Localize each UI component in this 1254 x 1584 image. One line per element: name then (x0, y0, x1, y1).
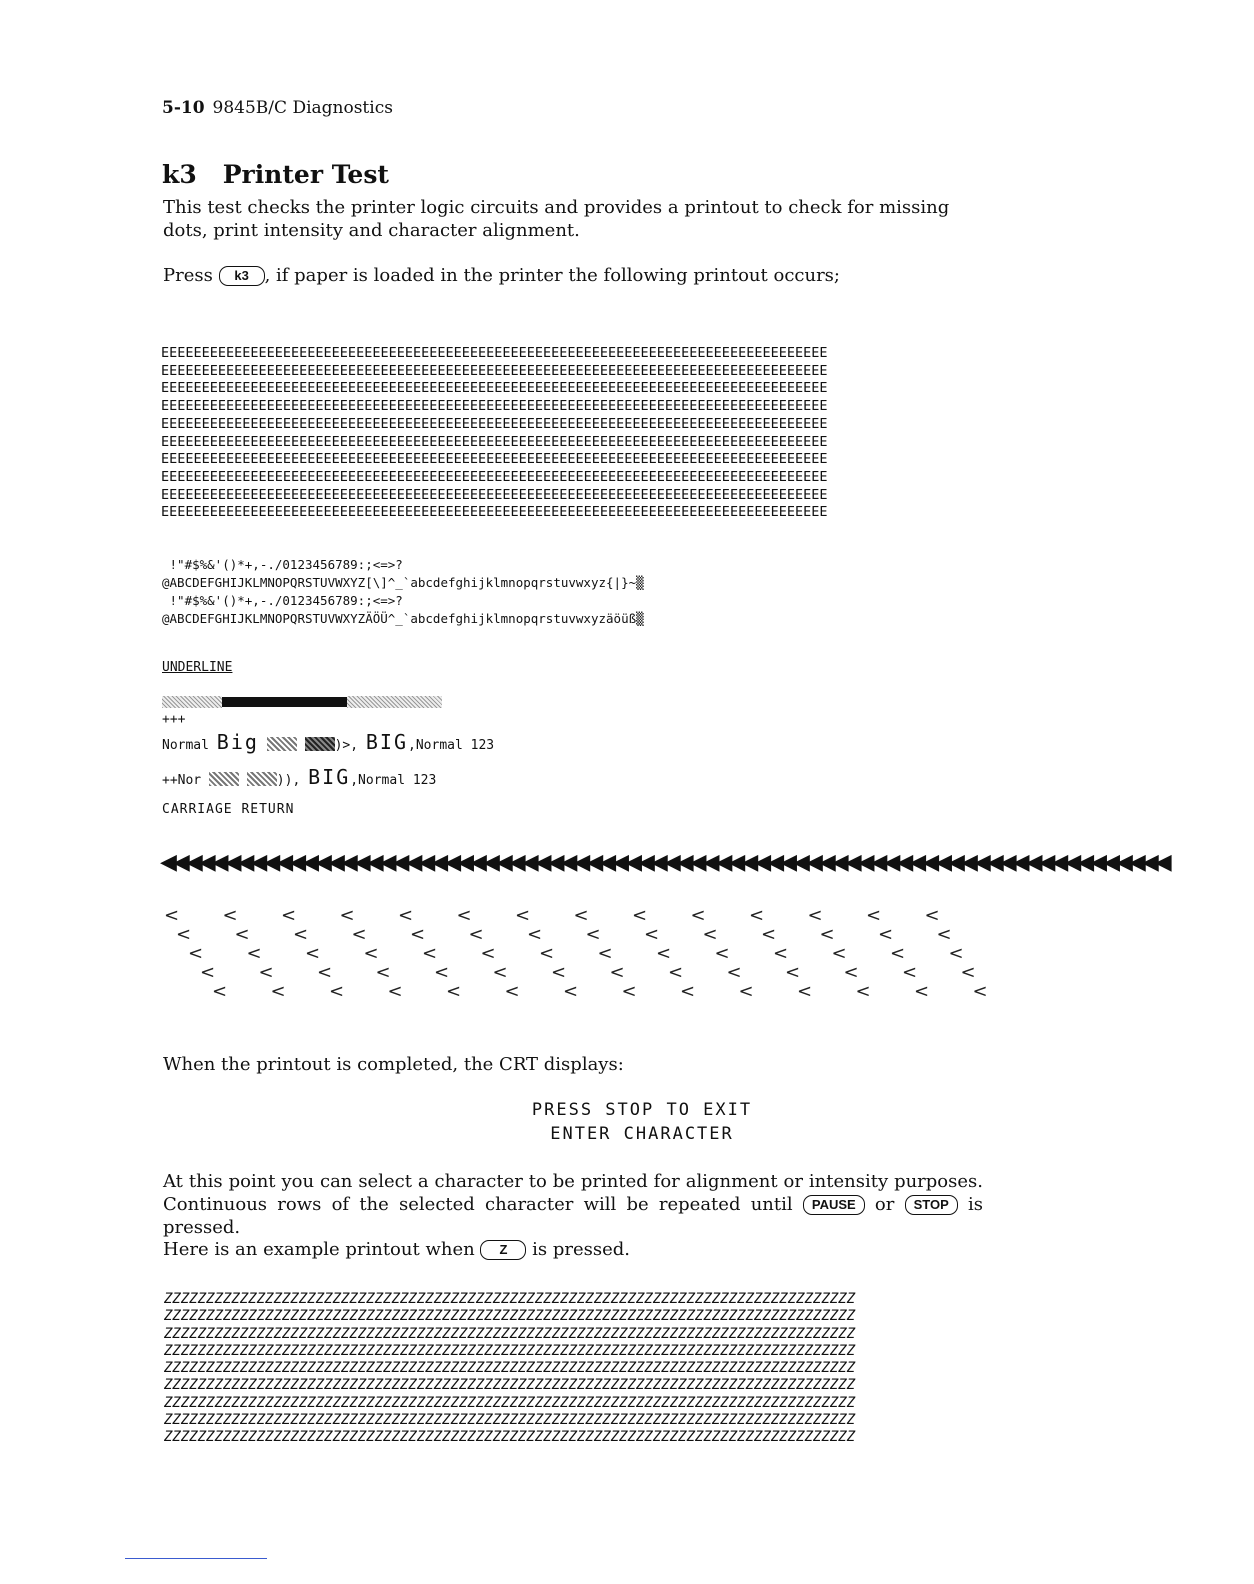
big-text: Big (216, 730, 259, 754)
e-row: EEEEEEEEEEEEEEEEEEEEEEEEEEEEEEEEEEEEEEEEEEEEEEEEEEEEEEEEEEEEEEEEEEEEEEEEEEEEEEEEEE (161, 415, 828, 432)
shaded-block (209, 772, 239, 786)
chevron-glyph: < (234, 924, 250, 945)
chevron-glyph: < (164, 905, 180, 926)
chevron-glyph: < (878, 924, 894, 945)
z-row: ZZZZZZZZZZZZZZZZZZZZZZZZZZZZZZZZZZZZZZZZZZZZZZZZZZZZZZZZZZZZZZZZZZZZZZZZZZZZZZZZZZ (164, 1429, 856, 1446)
chevron-glyph: < (819, 924, 835, 945)
page-header (162, 98, 393, 118)
chevron-pattern (160, 905, 990, 1005)
chevron-glyph: < (597, 943, 613, 964)
e-character-printout (161, 345, 981, 522)
e-row: EEEEEEEEEEEEEEEEEEEEEEEEEEEEEEEEEEEEEEEEEEEEEEEEEEEEEEEEEEEEEEEEEEEEEEEEEEEEEEEEEE (161, 433, 828, 450)
chevron-glyph: < (644, 924, 660, 945)
or-text: or (864, 1194, 905, 1215)
chevron-glyph: < (573, 905, 589, 926)
press-after-text: , if paper is loaded in the printer the following printout occurs; (264, 265, 840, 286)
dark-bar-segment (222, 697, 347, 707)
z-row: ZZZZZZZZZZZZZZZZZZZZZZZZZZZZZZZZZZZZZZZZZZZZZZZZZZZZZZZZZZZZZZZZZZZZZZZZZZZZZZZZZZ (164, 1394, 856, 1411)
z-row: ZZZZZZZZZZZZZZZZZZZZZZZZZZZZZZZZZZZZZZZZZZZZZZZZZZZZZZZZZZZZZZZZZZZZZZZZZZZZZZZZZZ (164, 1377, 856, 1394)
e-row: EEEEEEEEEEEEEEEEEEEEEEEEEEEEEEEEEEEEEEEEEEEEEEEEEEEEEEEEEEEEEEEEEEEEEEEEEEEEEEEEEE (161, 451, 828, 468)
chevron-glyph: < (258, 962, 274, 983)
press-text: Press (163, 265, 213, 286)
chevron-glyph: < (317, 962, 333, 983)
z-row: ZZZZZZZZZZZZZZZZZZZZZZZZZZZZZZZZZZZZZZZZZZZZZZZZZZZZZZZZZZZZZZZZZZZZZZZZZZZZZZZZZZ (164, 1342, 856, 1359)
footnote-rule (125, 1558, 267, 1559)
section-heading: Printer Test (222, 160, 389, 189)
section-title (162, 160, 389, 189)
big-caps-text: BIG (308, 765, 351, 789)
chevron-glyph: < (456, 905, 472, 926)
chevron-glyph: < (480, 943, 496, 964)
chevron-glyph: < (866, 905, 882, 926)
example-text: Here is an example printout when (163, 1239, 481, 1260)
chevron-glyph: < (807, 905, 823, 926)
bracket-text: )), (276, 773, 309, 788)
shaded-block (247, 772, 277, 786)
e-row: EEEEEEEEEEEEEEEEEEEEEEEEEEEEEEEEEEEEEEEEEEEEEEEEEEEEEEEEEEEEEEEEEEEEEEEEEEEEEEEEEE (161, 380, 828, 397)
chevron-glyph: < (527, 924, 543, 945)
underline-sample: UNDERLINE (162, 660, 233, 675)
chevron-glyph: < (551, 962, 567, 983)
chevron-glyph: < (773, 943, 789, 964)
crt-line-1: PRESS STOP TO EXIT (531, 1100, 753, 1120)
chevron-glyph: < (515, 905, 531, 926)
pressed-text: is pressed. (163, 1194, 983, 1238)
chevron-glyph: < (902, 962, 918, 983)
chevron-glyph: < (690, 905, 706, 926)
font-size-sample-row (162, 730, 494, 754)
chevron-glyph: < (563, 981, 579, 1002)
chevron-glyph: < (434, 962, 450, 983)
chevron-glyph: < (972, 981, 988, 1002)
chevron-glyph: < (539, 943, 555, 964)
z-row: ZZZZZZZZZZZZZZZZZZZZZZZZZZZZZZZZZZZZZZZZZZZZZZZZZZZZZZZZZZZZZZZZZZZZZZZZZZZZZZZZZZ (164, 1325, 856, 1342)
chevron-glyph: < (410, 924, 426, 945)
charset-row: @ABCDEFGHIJKLMNOPQRSTUVWXYZ[\]^_`abcdefghijklmnopqrstuvwxyz{|}~▒ (162, 575, 644, 590)
light-bar-segment (347, 696, 442, 708)
chevron-glyph: < (890, 943, 906, 964)
e-row: EEEEEEEEEEEEEEEEEEEEEEEEEEEEEEEEEEEEEEEEEEEEEEEEEEEEEEEEEEEEEEEEEEEEEEEEEEEEEEEEEE (161, 468, 828, 485)
chevron-glyph: < (329, 981, 345, 1002)
carriage-return-label: CARRIAGE RETURN (162, 802, 295, 817)
chevron-glyph: < (936, 924, 952, 945)
chevron-glyph: < (714, 943, 730, 964)
intro-paragraph: This test checks the printer logic circuits and provides a printout to check for missing dots, print intensity and character alignment. (163, 197, 950, 241)
z-row: ZZZZZZZZZZZZZZZZZZZZZZZZZZZZZZZZZZZZZZZZZZZZZZZZZZZZZZZZZZZZZZZZZZZZZZZZZZZZZZZZZZ (164, 1360, 856, 1377)
overstrike-sample-row (162, 765, 436, 789)
chevron-glyph: < (680, 981, 696, 1002)
z-row: ZZZZZZZZZZZZZZZZZZZZZZZZZZZZZZZZZZZZZZZZZZZZZZZZZZZZZZZZZZZZZZZZZZZZZZZZZZZZZZZZZZ (164, 1308, 856, 1325)
arrow-band: ◀◀◀◀◀◀◀◀◀◀◀◀◀◀◀◀◀◀◀◀◀◀◀◀◀◀◀◀◀◀◀◀◀◀◀◀◀◀◀◀◀◀◀◀◀◀◀◀◀◀◀◀◀◀◀◀◀◀◀◀◀◀◀◀◀◀◀◀◀◀◀◀◀◀◀◀◀◀ (160, 850, 1168, 875)
chevron-glyph: < (212, 981, 228, 1002)
chevron-glyph: < (492, 962, 508, 983)
press-instruction (163, 264, 983, 287)
z-character-printout (164, 1291, 988, 1447)
z-row: ZZZZZZZZZZZZZZZZZZZZZZZZZZZZZZZZZZZZZZZZZZZZZZZZZZZZZZZZZZZZZZZZZZZZZZZZZZZZZZZZZZ (164, 1412, 856, 1429)
crt-intro: When the printout is completed, the CRT displays: (163, 1054, 624, 1075)
z-row: ZZZZZZZZZZZZZZZZZZZZZZZZZZZZZZZZZZZZZZZZZZZZZZZZZZZZZZZZZZZZZZZZZZZZZZZZZZZZZZZZZZ (164, 1291, 856, 1307)
character-set-printout (162, 556, 644, 628)
chevron-glyph: < (363, 943, 379, 964)
page-number: 5-10 (162, 98, 205, 118)
chevron-glyph: < (398, 905, 414, 926)
chevron-glyph: < (222, 905, 238, 926)
chevron-glyph: < (948, 943, 964, 964)
chevron-glyph: < (446, 981, 462, 1002)
big-caps-text: BIG (365, 730, 409, 754)
chevron-glyph: < (188, 943, 204, 964)
chevron-glyph: < (387, 981, 403, 1002)
charset-row: !"#$%&'()*+,-./0123456789:;<=>? (162, 593, 403, 608)
chevron-glyph: < (831, 943, 847, 964)
alignment-paragraph (163, 1170, 983, 1239)
example-after-text: is pressed. (526, 1239, 631, 1260)
chevron-glyph: < (468, 924, 484, 945)
chevron-glyph: < (855, 981, 871, 1002)
chevron-glyph: < (726, 962, 742, 983)
chevron-glyph: < (609, 962, 625, 983)
charset-row: !"#$%&'()*+,-./0123456789:;<=>? (162, 557, 403, 572)
chevron-glyph: < (797, 981, 813, 1002)
chevron-glyph: < (668, 962, 684, 983)
chevron-glyph: < (305, 943, 321, 964)
chevron-glyph: < (914, 981, 930, 1002)
chevron-glyph: < (843, 962, 859, 983)
chevron-glyph: < (702, 924, 718, 945)
shaded-block (305, 737, 335, 751)
k3-key: k3 (219, 266, 265, 286)
light-bar-segment (162, 696, 222, 708)
chevron-glyph: < (749, 905, 765, 926)
normal-suffix: ,Normal 123 (408, 738, 495, 753)
charset-row: @ABCDEFGHIJKLMNOPQRSTUVWXYZÄÖÜ^_`abcdefghijklmnopqrstuvwxyzäöüß▒ (162, 611, 644, 626)
normal-suffix: ,Normal 123 (350, 773, 437, 788)
intensity-bar-sample (162, 696, 442, 708)
chevron-glyph: < (621, 981, 637, 1002)
chevron-glyph: < (585, 924, 601, 945)
chevron-glyph: < (270, 981, 286, 1002)
chevron-glyph: < (656, 943, 672, 964)
nor-text: ++Nor (162, 773, 209, 788)
chevron-glyph: < (422, 943, 438, 964)
e-row: EEEEEEEEEEEEEEEEEEEEEEEEEEEEEEEEEEEEEEEEEEEEEEEEEEEEEEEEEEEEEEEEEEEEEEEEEEEEEEEEEE (161, 362, 828, 379)
chevron-glyph: < (785, 962, 801, 983)
shaded-block (267, 737, 297, 751)
e-row: EEEEEEEEEEEEEEEEEEEEEEEEEEEEEEEEEEEEEEEEEEEEEEEEEEEEEEEEEEEEEEEEEEEEEEEEEEEEEEEEEE (161, 504, 828, 521)
section-code: k3 (162, 160, 197, 189)
chevron-glyph: < (200, 962, 216, 983)
chevron-glyph: < (351, 924, 367, 945)
chevron-glyph: < (246, 943, 262, 964)
chevron-glyph: < (281, 905, 297, 926)
chevron-glyph: < (960, 962, 976, 983)
normal-text: Normal (162, 738, 217, 753)
chevron-glyph: < (375, 962, 391, 983)
e-row: EEEEEEEEEEEEEEEEEEEEEEEEEEEEEEEEEEEEEEEEEEEEEEEEEEEEEEEEEEEEEEEEEEEEEEEEEEEEEEEEEE (161, 345, 828, 361)
chevron-glyph: < (339, 905, 355, 926)
z-key: Z (480, 1240, 526, 1260)
pause-key: PAUSE (803, 1195, 865, 1215)
chevron-glyph: < (504, 981, 520, 1002)
manual-title: 9845B/C Diagnostics (212, 98, 393, 118)
example-instruction (163, 1238, 983, 1261)
plus-row: +++ (162, 712, 186, 727)
crt-line-2: ENTER CHARACTER (550, 1124, 734, 1144)
stop-key: STOP (905, 1195, 958, 1215)
chevron-glyph: < (632, 905, 648, 926)
bracket-text: )>, (334, 738, 366, 753)
chevron-glyph: < (738, 981, 754, 1002)
chevron-glyph: < (924, 905, 940, 926)
chevron-glyph: < (761, 924, 777, 945)
alignment-text: At this point you can select a character to be printed for alignment or intensity purposes. Continuous rows of the selected character will be repeated until (163, 1171, 983, 1215)
chevron-glyph: < (293, 924, 309, 945)
e-row: EEEEEEEEEEEEEEEEEEEEEEEEEEEEEEEEEEEEEEEEEEEEEEEEEEEEEEEEEEEEEEEEEEEEEEEEEEEEEEEEEE (161, 486, 828, 503)
chevron-glyph: < (176, 924, 192, 945)
e-row: EEEEEEEEEEEEEEEEEEEEEEEEEEEEEEEEEEEEEEEEEEEEEEEEEEEEEEEEEEEEEEEEEEEEEEEEEEEEEEEEEE (161, 398, 828, 415)
